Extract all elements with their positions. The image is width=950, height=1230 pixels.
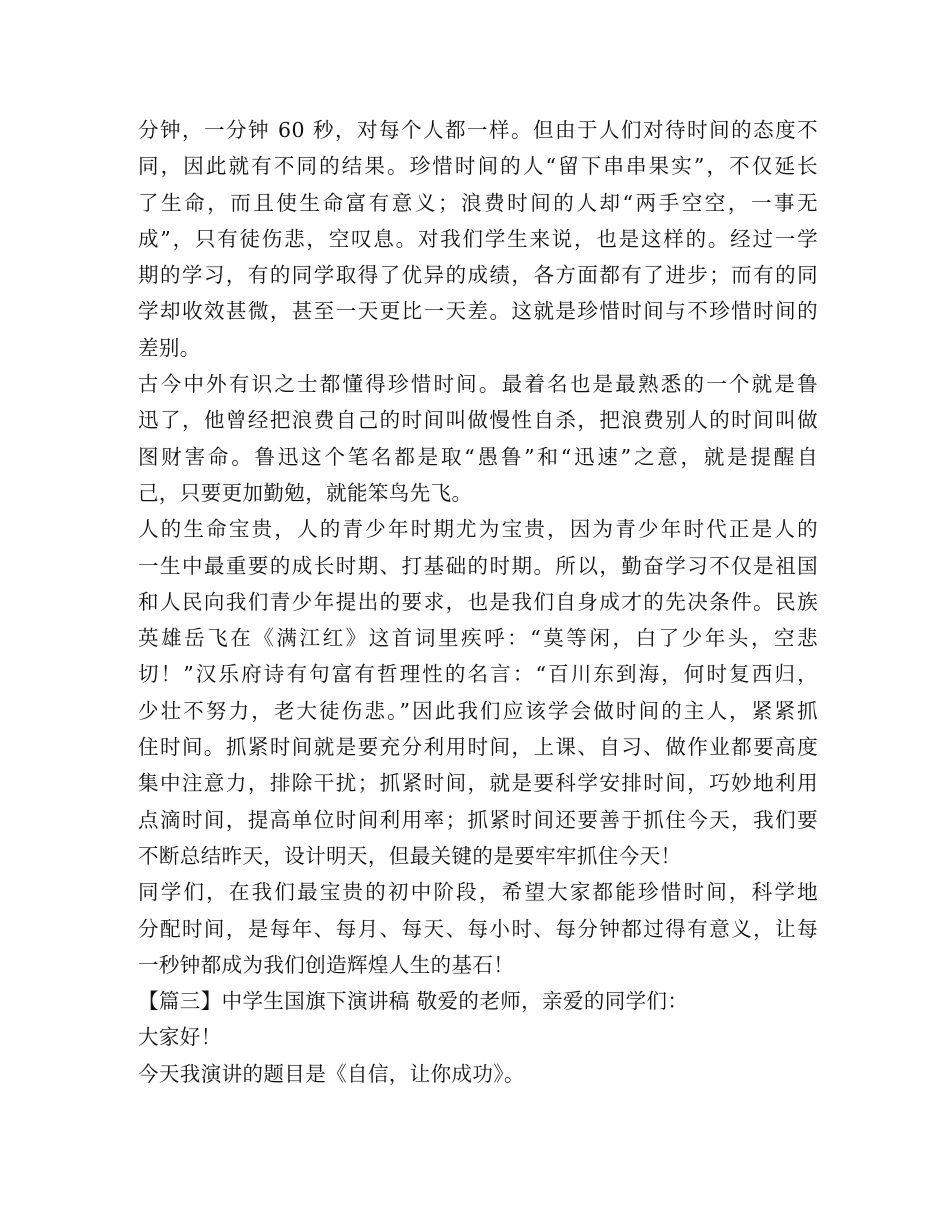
text-line: 学却收效甚微，甚至一天更比一天差。这就是珍惜时间与不珍惜时间的: [138, 299, 818, 324]
text-line: 图财害命。鲁迅这个笔名都是取“愚鲁”和“迅速”之意，就是提醒自: [138, 444, 818, 469]
document-body: [138, 112, 818, 1092]
text-line: 今天我演讲的题目是《自信，让你成功》。: [138, 1061, 525, 1086]
text-line: 分钟，一分钟 60 秒，对每个人都一样。但由于人们对待时间的态度不: [138, 118, 818, 142]
text-line: 和人民向我们青少年提出的要求，也是我们自身成才的先决条件。民族: [138, 589, 818, 614]
text-line: 分配时间，是每年、每月、每天、每小时、每分钟都过得有意义，让每: [138, 916, 818, 941]
text-line: 己，只要更加勤勉，就能笨鸟先飞。: [138, 480, 473, 505]
text-line: 同学们，在我们最宝贵的初中阶段，希望大家都能珍惜时间，科学地: [138, 880, 818, 905]
text-line: 住时间。抓紧时间就是要充分利用时间，上课、自习、做作业都要高度: [138, 735, 818, 760]
text-line: 了生命，而且使生命富有意义；浪费时间的人却“两手空空，一事无: [138, 190, 818, 215]
text-line: 期的学习，有的同学取得了优异的成绩，各方面都有了进步；而有的同: [138, 263, 818, 288]
text-line: 一秒钟都成为我们创造辉煌人生的基石！: [138, 952, 515, 977]
text-line: 古今中外有识之士都懂得珍惜时间。最着名也是最熟悉的一个就是鲁: [138, 372, 818, 397]
text-line: 成”，只有徒伤悲，空叹息。对我们学生来说，也是这样的。经过一学: [138, 226, 818, 251]
text-line: 少壮不努力，老大徒伤悲。”因此我们应该学会做时间的主人，紧紧抓: [138, 698, 818, 723]
text-line: 差别。: [138, 335, 201, 360]
text-line: 切！”汉乐府诗有句富有哲理性的名言：“百川东到海，何时复西归，: [138, 662, 818, 687]
text-line: 集中注意力，排除干扰；抓紧时间，就是要科学安排时间，巧妙地利用: [138, 771, 818, 796]
text-line: 人的生命宝贵，人的青少年时期尤为宝贵，因为青少年时代正是人的: [138, 517, 818, 542]
text-line: 【篇三】中学生国旗下演讲稿 敬爱的老师，亲爱的同学们：: [138, 989, 689, 1014]
text-line: 英雄岳飞在《满江红》这首词里疾呼：“莫等闲，白了少年头，空悲: [138, 626, 818, 651]
text-line: 迅了，他曾经把浪费自己的时间叫做慢性自杀，把浪费别人的时间叫做: [138, 408, 818, 433]
text-line: 大家好！: [138, 1025, 222, 1050]
text-line: 不断总结昨天，设计明天，但最关键的是要牢牢抓住今天！: [138, 843, 682, 868]
text-line: 同，因此就有不同的结果。珍惜时间的人“留下串串果实”，不仅延长: [138, 154, 818, 179]
text-line: 一生中最重要的成长时期、打基础的时期。所以，勤奋学习不仅是祖国: [138, 553, 818, 578]
text-line: 点滴时间，提高单位时间利用率；抓紧时间还要善于抓住今天，我们要: [138, 807, 818, 832]
